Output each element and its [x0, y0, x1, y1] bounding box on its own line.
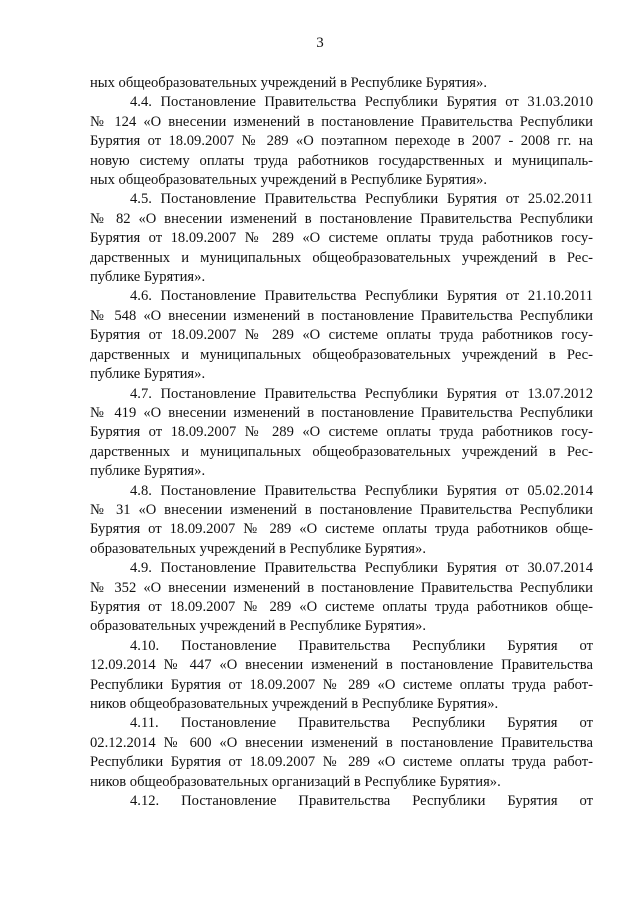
- document-body: [90, 74, 593, 811]
- text-line: Бурятия от 18.09.2007 № 289 «О системе оплаты труда работников обще-: [90, 598, 593, 615]
- paragraph: [90, 74, 593, 93]
- text-line: 4.10. Постановление Правительства Республики Бурятия от: [130, 637, 593, 654]
- text-line: дарственных и муниципальных общеобразовательных учреждений в Рес-: [90, 346, 593, 363]
- text-line: Бурятия от 18.09.2007 № 289 «О системе оплаты труда работников госу-: [90, 327, 593, 344]
- text-line: Бурятия от 18.09.2007 № 289 «О системе оплаты труда работников госу-: [90, 230, 593, 247]
- page-number: 3: [316, 35, 324, 51]
- text-line: 4.9. Постановление Правительства Республики Бурятия от 30.07.2014: [130, 560, 593, 577]
- text-line: ных общеобразовательных учреждений в Республике Бурятия».: [90, 172, 487, 189]
- text-line: дарственных и муниципальных общеобразовательных учреждений в Рес-: [90, 443, 593, 460]
- text-line: образовательных учреждений в Республике Бурятия».: [90, 540, 426, 557]
- text-line: 4.5. Постановление Правительства Республики Бурятия от 25.02.2011: [130, 191, 593, 208]
- paragraph: [90, 792, 593, 811]
- text-line: ников общеобразовательных учреждений в Республике Бурятия».: [90, 696, 499, 712]
- text-line: публике Бурятия».: [90, 269, 206, 286]
- paragraph: [90, 637, 593, 715]
- text-line: 4.8. Постановление Правительства Республики Бурятия от 05.02.2014: [130, 482, 593, 499]
- text-line: № 352 «О внесении изменений в постановление Правительства Республики: [90, 579, 593, 596]
- text-line: № 548 «О внесении изменений в постановление Правительства Республики: [90, 307, 593, 324]
- text-line: дарственных и муниципальных общеобразовательных учреждений в Рес-: [90, 249, 593, 266]
- text-line: 4.4. Постановление Правительства Республики Бурятия от 31.03.2010: [130, 94, 593, 111]
- text-line: 4.12. Постановление Правительства Республики Бурятия от: [130, 793, 593, 810]
- text-line: публике Бурятия».: [90, 366, 206, 383]
- text-line: Республики Бурятия от 18.09.2007 № 289 «О системе оплаты труда работ-: [90, 754, 593, 771]
- paragraph: [90, 559, 593, 637]
- text-line: 02.12.2014 № 600 «О внесении изменений в постановление Правительства: [90, 734, 593, 751]
- text-line: образовательных учреждений в Республике Бурятия».: [90, 618, 426, 635]
- paragraph: [90, 190, 593, 287]
- text-line: ных общеобразовательных учреждений в Республике Бурятия».: [90, 75, 487, 91]
- paragraph: [90, 714, 593, 792]
- text-line: № 31 «О внесении изменений в постановление Правительства Республики: [90, 501, 593, 518]
- text-line: 12.09.2014 № 447 «О внесении изменений в постановление Правительства: [90, 657, 593, 674]
- text-line: новую систему оплаты труда работников государственных и муниципаль-: [90, 152, 593, 169]
- text-line: Бурятия от 18.09.2007 № 289 «О поэтапном переходе в 2007 - 2008 гг. на: [90, 133, 593, 150]
- text-line: ников общеобразовательных организаций в Республике Бурятия».: [90, 773, 501, 790]
- text-line: Бурятия от 18.09.2007 № 289 «О системе оплаты труда работников госу-: [90, 424, 593, 441]
- paragraph: [90, 482, 593, 560]
- text-line: публике Бурятия».: [90, 463, 206, 480]
- text-line: 4.11. Постановление Правительства Республики Бурятия от: [130, 715, 593, 732]
- text-line: 4.6. Постановление Правительства Республики Бурятия от 21.10.2011: [130, 288, 593, 305]
- text-line: № 419 «О внесении изменений в постановление Правительства Республики: [90, 404, 593, 421]
- paragraph: [90, 287, 593, 384]
- paragraph: [90, 385, 593, 482]
- text-line: № 124 «О внесении изменений в постановление Правительства Республики: [90, 113, 593, 130]
- text-line: Бурятия от 18.09.2007 № 289 «О системе оплаты труда работников обще-: [90, 521, 593, 538]
- text-line: № 82 «О внесении изменений в постановление Правительства Республики: [90, 210, 593, 227]
- text-line: 4.7. Постановление Правительства Республики Бурятия от 13.07.2012: [130, 385, 593, 402]
- text-line: Республики Бурятия от 18.09.2007 № 289 «О системе оплаты труда работ-: [90, 676, 593, 693]
- paragraph: [90, 93, 593, 190]
